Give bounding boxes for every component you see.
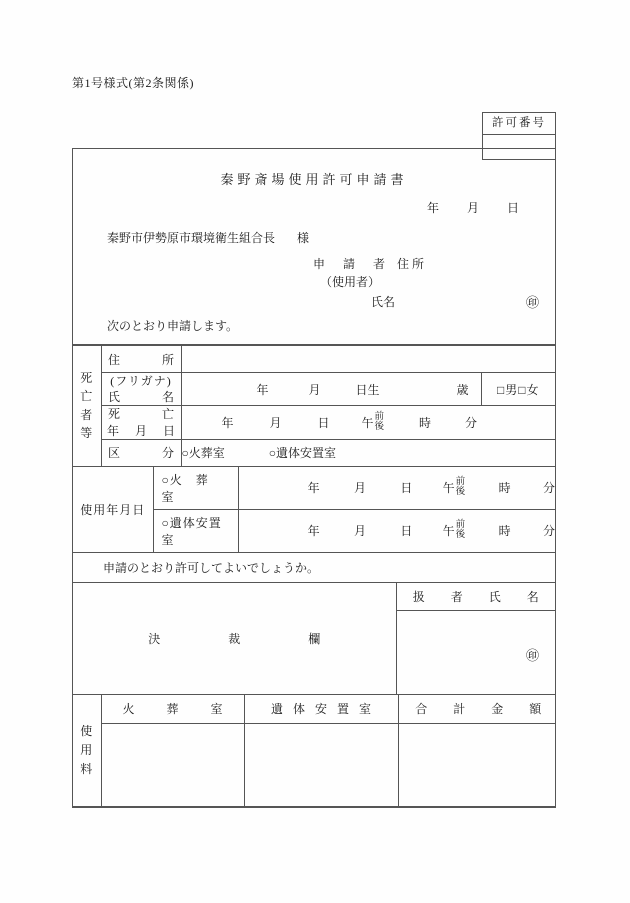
death-minute: 分: [465, 416, 478, 431]
usage-date-table: [73, 467, 555, 553]
usage-option-mortuary[interactable]: ○遺体安置室: [153, 509, 238, 552]
death-ampm-prefix: 午: [361, 416, 374, 431]
deceased-name-kanji-label: 氏 名: [107, 390, 180, 405]
usage-mortuary-month: 月: [354, 524, 367, 539]
addressee: [107, 229, 309, 246]
usage-cremation-year: 年: [307, 481, 320, 496]
applicant-sub-label: （使用者）: [320, 275, 381, 289]
seal-icon: ㊞: [526, 295, 540, 310]
application-date-day: 日: [506, 201, 519, 215]
applicant-address-label: 住所: [397, 257, 428, 271]
handler-name-input[interactable]: [396, 610, 555, 694]
usage-mortuary-minute: 分: [542, 524, 555, 539]
permit-number-label: 許可番号: [483, 113, 555, 135]
applicant-label: 申 請 者: [313, 257, 389, 271]
fee-table: [73, 695, 555, 807]
death-month: 月: [269, 416, 282, 431]
approval-question-table: [73, 553, 555, 583]
table-row: [73, 583, 555, 611]
table-row: [73, 439, 555, 466]
death-date-label-line1: 死 亡: [107, 407, 180, 422]
fee-header-total: 合 計 金 額: [398, 695, 555, 724]
death-ampm-toggle[interactable]: [375, 413, 385, 432]
usage-cremation-day: 日: [400, 481, 413, 496]
death-year: 年: [221, 416, 234, 431]
usage-cremation-ampm-toggle[interactable]: [456, 478, 466, 497]
fee-value-cremation[interactable]: [101, 723, 244, 806]
usage-mortuary-day: 日: [400, 524, 413, 539]
deceased-name-label: [101, 373, 181, 406]
usage-cremation-ampm-am: 前: [455, 477, 466, 488]
table-row: [73, 346, 555, 373]
table-row: [73, 695, 555, 724]
fee-label-char-3: 料: [80, 761, 94, 776]
death-ampm-pm: 後: [374, 421, 385, 432]
handler-name-label: 扱 者 氏 名: [396, 583, 555, 611]
addressee-honorific: 様: [297, 231, 310, 245]
fee-label-char-1: 使: [80, 724, 94, 739]
gender-male-checkbox[interactable]: □男: [497, 382, 519, 397]
deceased-label-char-3: 者: [80, 407, 94, 422]
form-header-region: [73, 149, 555, 345]
deceased-vertical-label: [73, 346, 101, 467]
birth-year: 年: [256, 382, 269, 397]
death-day: 日: [317, 416, 330, 431]
deceased-birthdate-input[interactable]: [181, 373, 481, 406]
deceased-label-char-1: 死: [80, 370, 94, 385]
application-statement: 次のとおり申請します。: [107, 319, 239, 333]
usage-cremation-ampm-prefix: 午: [442, 481, 455, 496]
category-options[interactable]: [181, 439, 555, 466]
fee-header-cremation: 火 葬 室: [101, 695, 244, 724]
usage-date-label: 使用年月日: [73, 467, 153, 553]
usage-cremation-minute: 分: [542, 481, 555, 496]
age-unit: 歳: [456, 382, 469, 397]
death-date-label: [101, 406, 181, 439]
usage-mortuary-ampm-pm: 後: [455, 529, 466, 540]
category-option-mortuary[interactable]: ○遺体安置室: [268, 446, 336, 461]
deceased-address-input[interactable]: [181, 346, 555, 373]
death-hour: 時: [419, 416, 432, 431]
page-title: 秦野斎場使用許可申請書: [220, 172, 408, 187]
deceased-table: [73, 345, 555, 467]
death-datetime-input[interactable]: [181, 406, 555, 439]
table-row: [73, 373, 555, 406]
table-row: [73, 723, 555, 806]
usage-mortuary-year: 年: [307, 524, 320, 539]
usage-cremation-month: 月: [354, 481, 367, 496]
applicant-name-label: 氏名: [371, 295, 396, 309]
usage-mortuary-ampm-am: 前: [455, 520, 466, 531]
fee-header-mortuary: 遺体安置室: [244, 695, 398, 724]
birth-month: 月: [308, 382, 321, 397]
application-date-year: 年: [426, 201, 439, 215]
death-ampm-am: 前: [374, 412, 385, 423]
usage-mortuary-hour: 時: [498, 524, 511, 539]
category-option-cremation[interactable]: ○火葬室: [181, 446, 225, 461]
deceased-label-char-4: 等: [80, 426, 94, 441]
gender-checkboxes[interactable]: [481, 373, 555, 406]
approval-question: 申請のとおり許可してよいでしょうか。: [73, 553, 555, 583]
table-row: [73, 406, 555, 439]
deceased-address-label: 住 所: [101, 346, 181, 373]
fee-vertical-label: [73, 695, 101, 807]
application-date[interactable]: [413, 199, 533, 216]
approval-table: [73, 583, 555, 695]
deceased-name-furigana-label: (フリガナ): [110, 374, 172, 388]
applicant-block: [313, 255, 540, 310]
usage-cremation-hour: 時: [498, 481, 511, 496]
decision-field[interactable]: 決 裁 欄: [73, 583, 396, 695]
table-row: [73, 553, 555, 583]
birth-day: 日生: [355, 382, 380, 397]
form-number: 第1号様式(第2条関係): [72, 76, 194, 90]
usage-cremation-ampm-pm: 後: [455, 486, 466, 497]
fee-label-char-2: 用: [80, 742, 94, 757]
usage-mortuary-ampm-toggle[interactable]: [456, 521, 466, 540]
gender-female-checkbox[interactable]: □女: [518, 382, 540, 397]
usage-cremation-datetime-input[interactable]: [238, 467, 555, 510]
usage-mortuary-ampm-prefix: 午: [442, 524, 455, 539]
application-date-month: 月: [466, 201, 479, 215]
seal-icon: ㊞: [525, 647, 539, 663]
death-date-label-line2: 年 月 日: [106, 423, 177, 438]
usage-mortuary-datetime-input[interactable]: [238, 509, 555, 552]
category-label: 区 分: [101, 439, 181, 466]
usage-option-cremation[interactable]: ○火 葬 室: [153, 467, 238, 510]
fee-value-mortuary[interactable]: [244, 723, 398, 806]
fee-value-total[interactable]: [398, 723, 555, 806]
table-row: [73, 467, 555, 510]
deceased-label-char-2: 亡: [80, 389, 94, 404]
form-frame: [72, 148, 556, 808]
addressee-name: 秦野市伊勢原市環境衛生組合長: [107, 231, 276, 245]
